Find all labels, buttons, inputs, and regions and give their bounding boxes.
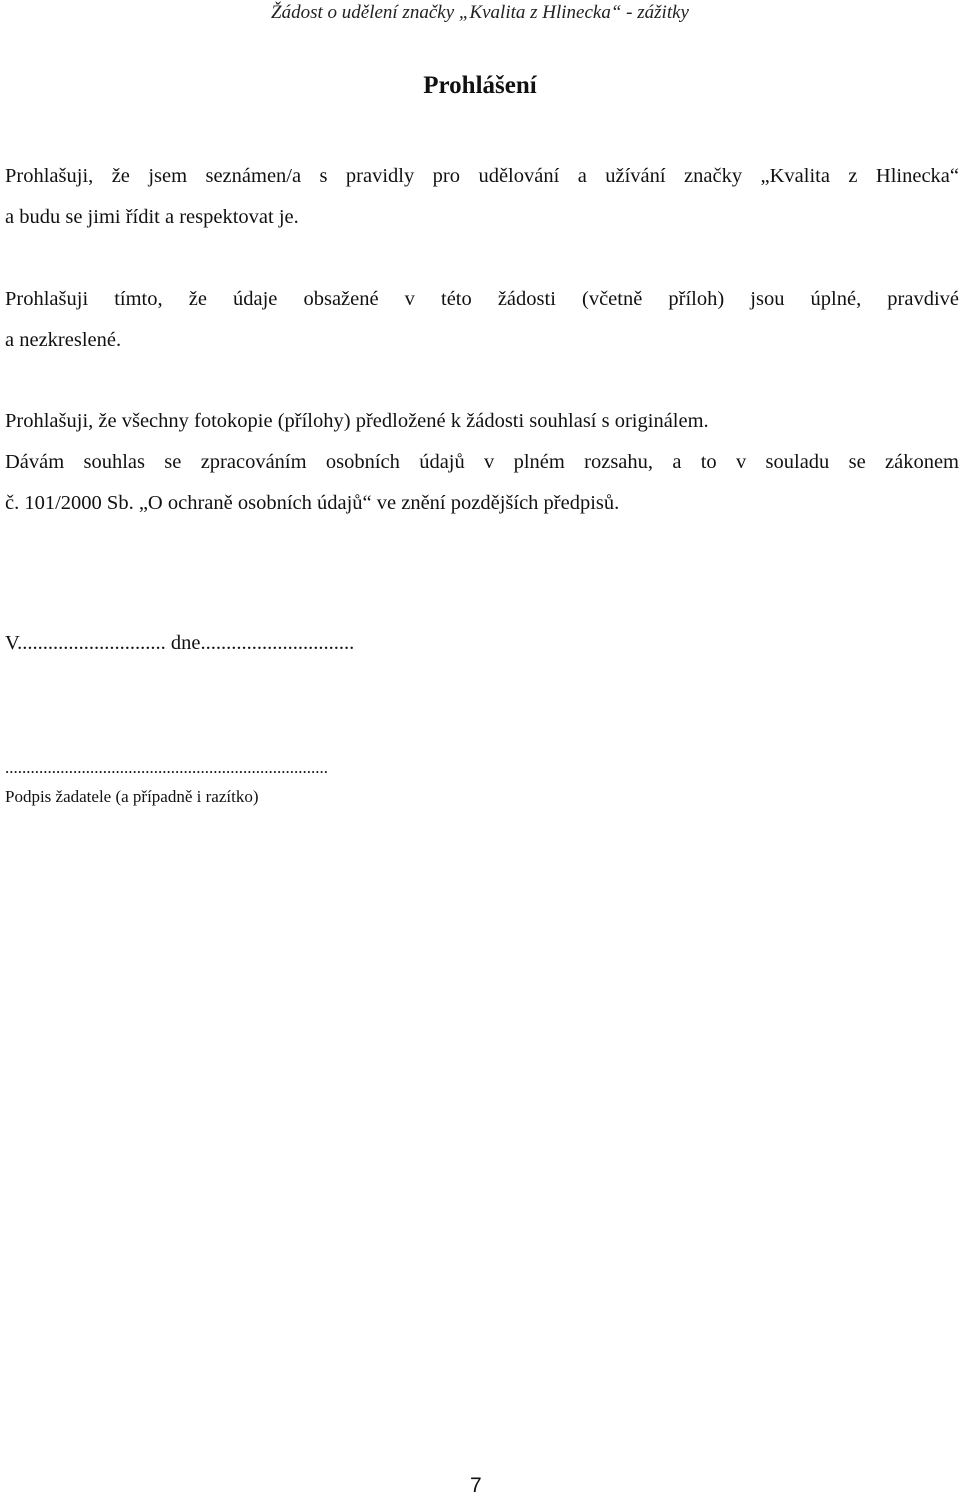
- paragraph-line: Dávám souhlas se zpracováním osobních údajů v plném rozsahu, a to v souladu se zákonem: [5, 451, 959, 473]
- signature-caption: Podpis žadatele (a případně i razítko): [5, 787, 259, 806]
- paragraph-line: Prohlašuji, že jsem seznámen/a s pravidly pro udělování a užívání značky „Kvalita z Hlinecka“: [5, 165, 959, 187]
- place-date-field: V............................. dne..............................: [5, 632, 355, 654]
- paragraph-line: a nezkreslené.: [5, 329, 122, 351]
- page-title: Prohlášení: [423, 72, 537, 99]
- paragraph-line: Prohlašuji tímto, že údaje obsažené v této žádosti (včetně příloh) jsou úplné, pravdivé: [5, 288, 959, 310]
- paragraph-line: Prohlašuji, že všechny fotokopie (přílohy) předložené k žádosti souhlasí s originálem.: [5, 410, 709, 432]
- page-number: 7: [470, 1474, 482, 1497]
- running-header: Žádost o udělení značky „Kvalita z Hlinecka“ - zážitky: [271, 2, 689, 23]
- paragraph-line: č. 101/2000 Sb. „O ochraně osobních údajů“ ve znění pozdějších předpisů.: [5, 492, 620, 514]
- paragraph-line: a budu se jimi řídit a respektovat je.: [5, 206, 299, 228]
- declaration-paragraph-consent: [5, 401, 959, 524]
- declaration-paragraph-accuracy: [5, 279, 959, 361]
- declaration-paragraph-rules: [5, 156, 959, 238]
- signature-line: ............................................................................: [5, 758, 328, 777]
